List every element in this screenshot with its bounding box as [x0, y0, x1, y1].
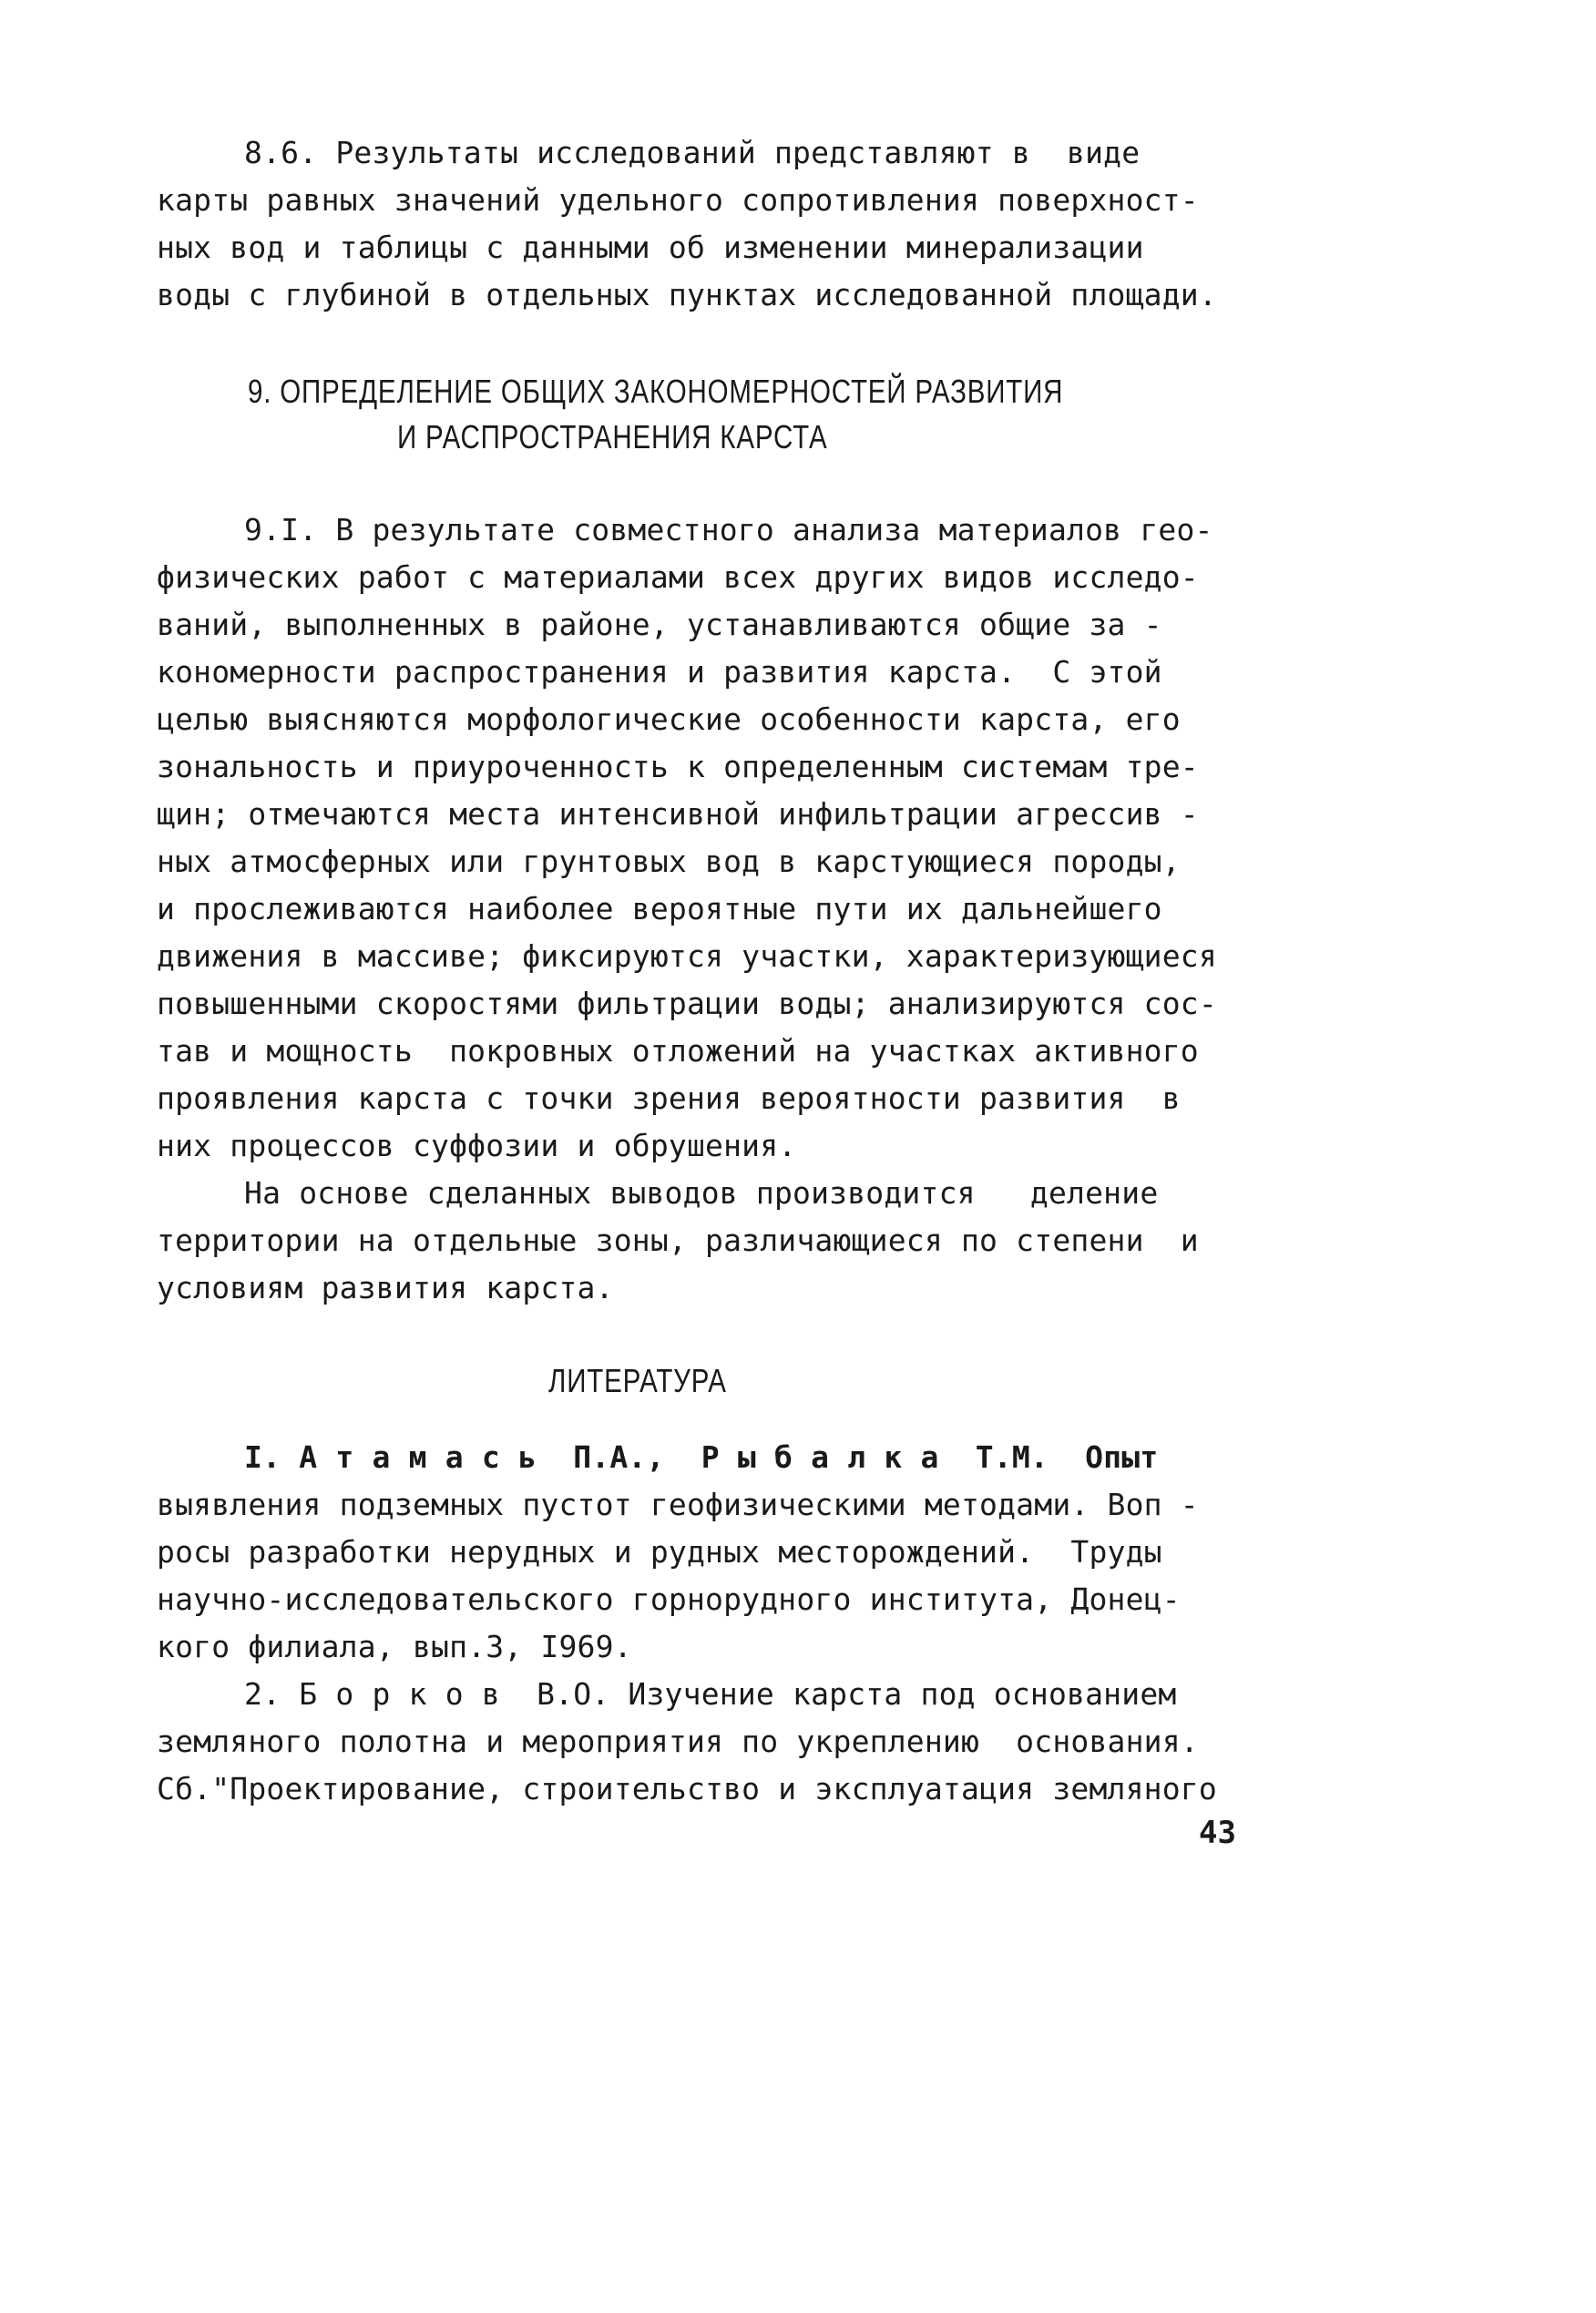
section9-p1-line-13: проявления карста с точки зрения вероятности развития в	[157, 1080, 1181, 1116]
section9-p1-line-8: ных атмосферных или грунтовых вод в карстующиеся породы,	[157, 844, 1181, 879]
section9-p1-line-9: и прослеживаются наиболее вероятные пути их дальнейшего	[157, 891, 1162, 926]
section9-p1-line-3: ваний, выполненных в районе, устанавливаются общие за -	[157, 607, 1162, 642]
section9-p1-line-11: повышенными скоростями фильтрации воды; анализируются сос-	[157, 986, 1217, 1021]
reference-1-line-1: I. А т а м а с ь П.А., Р ы б а л к а Т.М. Опыт	[244, 1439, 1159, 1475]
section9-p1-line-2: физических работ с материалами всех других видов исследо-	[157, 559, 1199, 595]
reference-2-line-1: 2. Б о р к о в В.О. Изучение карста под основанием	[244, 1676, 1177, 1712]
reference-1-line-2: выявления подземных пустот геофизическими методами. Воп -	[157, 1487, 1199, 1522]
section9-p2-line-3: условиям развития карста.	[157, 1270, 614, 1305]
section9-heading-line-2: И РАСПРОСТРАНЕНИЯ КАРСТА	[397, 418, 828, 455]
literature-heading: ЛИТЕРАТУРА	[548, 1362, 727, 1399]
reference-2-line-2: земляного полотна и мероприятия по укреплению основания.	[157, 1724, 1199, 1759]
section9-p2-line-2: территории на отдельные зоны, различающиеся по степени и	[157, 1223, 1199, 1258]
page-number: 43	[1199, 1815, 1236, 1851]
section9-p1-line-5: целью выясняются морфологические особенности карста, его	[157, 701, 1181, 737]
section8-line-2: карты равных значений удельного сопротивления поверхност-	[157, 182, 1199, 218]
reference-1-line-5: кого филиала, вып.3, I969.	[157, 1629, 632, 1664]
section8-line-3: ных вод и таблицы с данными об изменении минерализации	[157, 230, 1144, 265]
section9-p1-line-7: щин; отмечаются места интенсивной инфильтрации агрессив -	[157, 796, 1199, 832]
reference-1-line-4: научно-исследовательского горнорудного института, Донец-	[157, 1581, 1181, 1617]
section8-line-1: 8.6. Результаты исследований представляют в виде	[244, 135, 1141, 170]
section9-p1-line-4: кономерности распространения и развития карста. С этой	[157, 654, 1162, 690]
section9-heading-line-1: 9. ОПРЕДЕЛЕНИЕ ОБЩИХ ЗАКОНОМЕРНОСТЕЙ РАЗВИТИЯ	[248, 373, 1064, 410]
reference-1-line-3: росы разработки нерудных и рудных месторождений. Труды	[157, 1534, 1162, 1570]
section9-p1-line-6: зональность и приуроченность к определенным системам тре-	[157, 749, 1199, 784]
section9-p1-line-10: движения в массиве; фиксируются участки, характеризующиеся	[157, 938, 1217, 974]
section8-line-4: воды с глубиной в отдельных пунктах исследованной площади.	[157, 277, 1217, 312]
section9-p2-line-1: На основе сделанных выводов производится деление	[244, 1175, 1159, 1211]
reference-2-line-3: Сб."Проектирование, строительство и эксплуатация земляного	[157, 1771, 1217, 1806]
section9-p1-line-12: тав и мощность покровных отложений на участках активного	[157, 1033, 1199, 1069]
section9-p1-line-1: 9.I. В результате совместного анализа материалов гео-	[244, 512, 1213, 548]
section9-p1-line-14: них процессов суффозии и обрушения.	[157, 1128, 797, 1163]
